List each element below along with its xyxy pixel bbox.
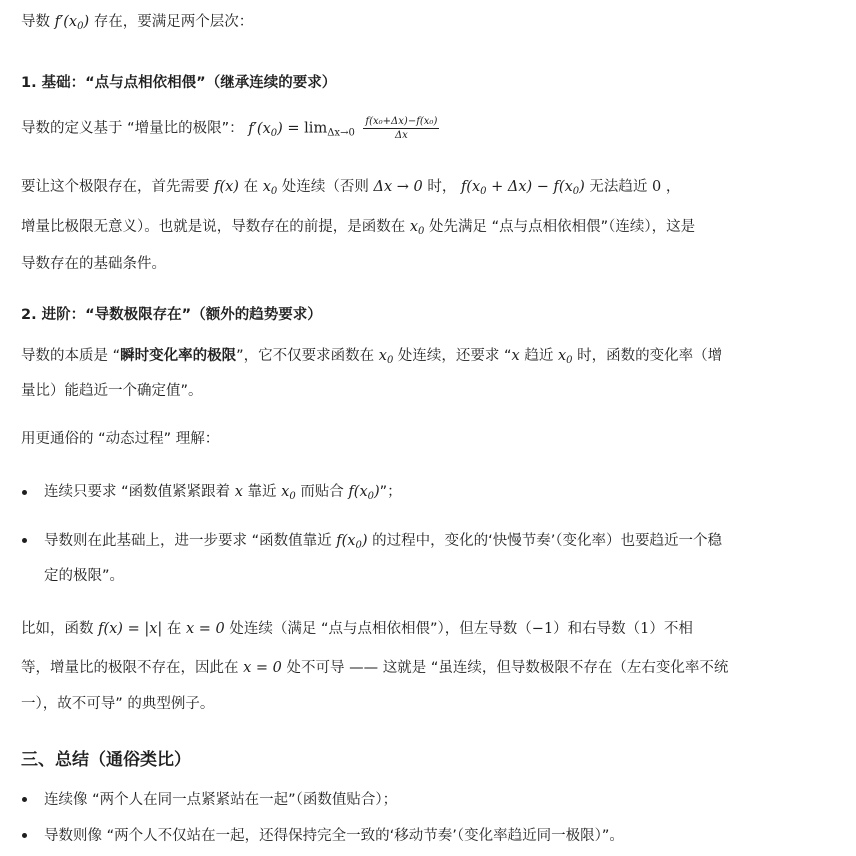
math-lim: lim bbox=[304, 120, 328, 137]
s1-text: 无法趋近 bbox=[589, 179, 648, 195]
s2-text: 趋近 bbox=[524, 348, 554, 364]
math-increment: $f(x_0 + \Delta x) - f(x_0)$ bbox=[460, 179, 590, 197]
math-right-derivative: 1 bbox=[640, 621, 650, 637]
bullet-dot bbox=[22, 490, 27, 495]
s1-text: 要让这个极限存在，首先需要 bbox=[21, 179, 210, 195]
s3-bullet1: 连续像 “两个人在同一点紧紧站在一起”（函数值贴合）； bbox=[44, 792, 398, 808]
bullet-dot bbox=[22, 833, 27, 838]
s2-bullet-text: 连续只要求 “函数值紧紧跟着 bbox=[44, 484, 231, 500]
math-fx0: $f(x_0)$ bbox=[348, 484, 380, 502]
math-x: x bbox=[511, 348, 525, 364]
s1-para-line1 bbox=[21, 177, 680, 202]
math-x0: $x_0$ bbox=[262, 179, 278, 197]
definition-line bbox=[21, 116, 439, 144]
math-left-derivative: −1 bbox=[531, 621, 554, 637]
s3-bullet2: 导数则像 “两个人不仅站在一起，还得保持完全一致的‘移动节奏’（变化率趋近同一极限）”。 bbox=[44, 828, 624, 844]
example-line3: 一），故不可导” 的典型例子。 bbox=[21, 696, 215, 712]
frac-numerator: f(x₀+Δx)−f(x₀) bbox=[365, 116, 438, 127]
section3-heading: 三、总结（通俗类比） bbox=[21, 750, 191, 770]
section2-heading: 2. 进阶：“导数极限存在”（额外的趋势要求） bbox=[21, 307, 322, 323]
s1-text: 处先满足 “点与点相依相偎”（连续），这是 bbox=[429, 219, 696, 235]
example-text: 在 bbox=[166, 621, 182, 637]
bullet-dot bbox=[22, 538, 27, 543]
s1-para-line2 bbox=[21, 217, 695, 242]
math-fx0: $f(x_0)$ bbox=[336, 533, 373, 551]
bold-phrase: 瞬时变化率的极限 bbox=[120, 348, 237, 364]
intro-text-b: 存在，要满足两个层次： bbox=[93, 14, 254, 30]
s2-text: ”，它不仅要求函数在 bbox=[236, 348, 375, 364]
s2-bullet-text: 而贴合 bbox=[300, 484, 344, 500]
math-equals: = bbox=[287, 120, 305, 137]
s2-para-line2: 量比）能趋近一个确定值”。 bbox=[21, 383, 203, 399]
math-x0: $x_0$ bbox=[281, 484, 296, 502]
s2-text: 时，函数的变化率（增 bbox=[577, 348, 723, 364]
example-line2 bbox=[21, 658, 728, 678]
math-dx-to-0: Δx → 0 bbox=[373, 179, 428, 195]
math-x: x bbox=[234, 484, 248, 500]
section1-heading: 1. 基础：“点与点相依相偎”（继承连续的要求） bbox=[21, 75, 337, 91]
definition-text: 导数的定义基于 “增量比的极限”： bbox=[21, 120, 244, 137]
s2-bullet1 bbox=[44, 482, 402, 507]
example-text: ）不相 bbox=[649, 621, 693, 637]
math-x-eq-0: x = 0 bbox=[186, 621, 230, 637]
s2-bullet-text: 靠近 bbox=[247, 484, 277, 500]
math-x0: $x_0$ bbox=[409, 219, 425, 237]
math-lim-sub: Δx→0 bbox=[327, 127, 355, 139]
s2-text: 导数的本质是 “ bbox=[21, 348, 121, 364]
math-fprime: $f'(x_0)$ bbox=[248, 120, 283, 139]
intro-text-a: 导数 bbox=[21, 14, 50, 30]
s2-para-line1 bbox=[21, 346, 722, 371]
s2-text: 处连续，还要求 “ bbox=[397, 348, 512, 364]
s2-bullet-text: ”； bbox=[379, 484, 402, 500]
s2-para-line3: 用更通俗的 “动态过程” 理解： bbox=[21, 431, 220, 447]
difference-quotient bbox=[363, 116, 439, 141]
example-line1 bbox=[21, 619, 693, 639]
example-text: 处连续（满足 “点与点相依相偎”），但左导数（ bbox=[229, 621, 532, 637]
s2-bullet-text: 导数则在此基础上，进一步要求 “函数值靠近 bbox=[44, 533, 332, 549]
s2-bullet2-line1 bbox=[44, 531, 722, 556]
s2-bullet2-line2: 定的极限”。 bbox=[44, 568, 125, 584]
example-text: 等，增量比的极限不存在，因此在 bbox=[21, 660, 239, 676]
math-zero: 0 bbox=[652, 179, 666, 195]
s1-text: ， bbox=[665, 179, 681, 195]
math-fprime-x0: $f'(x_0)$ bbox=[54, 14, 94, 32]
s2-bullet-text: 的过程中，变化的‘快慢节奏’（变化率）也要趋近一个稳 bbox=[372, 533, 723, 549]
math-x-eq-0: x = 0 bbox=[243, 660, 287, 676]
s1-text: 时， bbox=[427, 179, 457, 195]
s1-text: 在 bbox=[243, 179, 259, 195]
math-fx: f(x) bbox=[214, 179, 244, 195]
intro-line bbox=[21, 12, 253, 37]
bullet-dot bbox=[22, 797, 27, 802]
frac-denominator: Δx bbox=[394, 130, 408, 141]
s1-text: 处连续（否则 bbox=[281, 179, 369, 195]
example-text: 处不可导 —— 这就是 “虽连续，但导数极限不存在（左右变化率不统 bbox=[286, 660, 729, 676]
s1-text: 增量比极限无意义）。也就是说，导数存在的前提，是函数在 bbox=[21, 219, 406, 235]
math-x0: $x_0$ bbox=[378, 348, 394, 366]
math-fx-abs: f(x) = |x| bbox=[98, 621, 167, 637]
math-x0: $x_0$ bbox=[557, 348, 573, 366]
example-text: ）和右导数（ bbox=[553, 621, 641, 637]
s1-para-line3: 导数存在的基础条件。 bbox=[21, 256, 166, 272]
example-text: 比如，函数 bbox=[21, 621, 94, 637]
